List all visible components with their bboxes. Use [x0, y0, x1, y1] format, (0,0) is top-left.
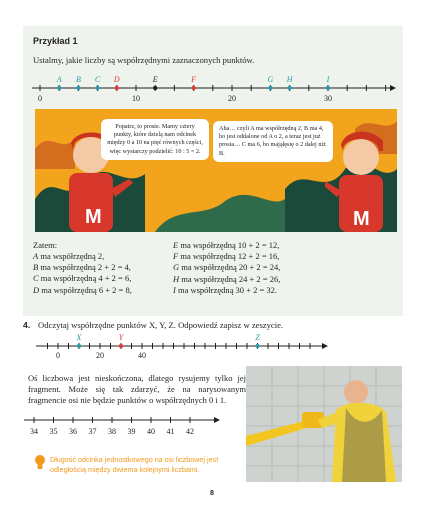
point-name: A — [33, 251, 39, 261]
right-boy — [325, 127, 397, 232]
example-task: Ustalmy, jakie liczby są współrzędnymi zaznaczonych punktów. — [33, 55, 255, 65]
point-equation: ma współrzędną 4 + 2 = 6, — [38, 273, 132, 284]
axis1-point — [153, 86, 157, 90]
shirt-letter-right: M — [353, 208, 370, 230]
axis3-tick-label: 41 — [166, 427, 175, 436]
axis1-point — [287, 86, 291, 90]
axis1-point-label: H — [286, 75, 293, 84]
conclusion-line — [173, 285, 280, 296]
point-equation: ma współrzędną 24 + 2 = 26, — [179, 273, 281, 284]
axis3-tick-label: 42 — [186, 427, 194, 436]
axis1-point-label: E — [152, 75, 158, 84]
right-speech-bubble: Aha… czyli A ma współrzędną 2, B ma 4, bo jest oddalone od A o 2, a teraz jest już prosta… C ma 6, bo mająłęsię o 2 dalej niż B. — [213, 121, 333, 162]
axis1-point — [95, 86, 99, 90]
axis2-tick-label: 20 — [96, 351, 104, 360]
axis3-tick-label: 39 — [127, 427, 136, 436]
axis2-tick-label: 0 — [56, 351, 60, 360]
conclusion-line — [33, 262, 132, 273]
page-number: 8 — [210, 490, 214, 497]
axis2-point-label: Y — [118, 333, 124, 342]
conclusion-line — [173, 251, 280, 262]
axis1-tick-label: 10 — [132, 94, 140, 103]
conclusion-right-list — [173, 240, 280, 296]
infinite-axis-paragraph: Oś liczbowa jest nieskończona, dlatego rysujemy tylko jej fragment. Może się tak zdarzyć, że na narysowanym fragmencie osi nie będzie punktów o współrzędnych 0 i 1. — [28, 373, 246, 405]
axis1-tick-label: 30 — [324, 94, 332, 103]
axis1-point-label: C — [94, 75, 101, 84]
axis1-point-label: A — [56, 75, 62, 84]
axis1-tick-label: 20 — [228, 94, 236, 103]
tip-text: Długość odcinka jednostkowego na osi liczbowej jest odległością między dwiema kolejnymi liczbami. — [50, 455, 219, 474]
axis2-tick-label: 40 — [138, 351, 146, 360]
number-line-1 — [28, 70, 398, 104]
example-title: Przykład 1 — [33, 36, 78, 46]
point-equation: ma współrzędną 10 + 2 = 12, — [178, 240, 280, 250]
point-name: I — [173, 284, 176, 295]
point-equation: ma współrzędną 2 + 2 = 4, — [38, 262, 131, 273]
axis1-point-label: G — [267, 75, 274, 84]
left-speech-bubble: Popatrz, to proste. Mamy cztery punkty, które dzielą nam odcinek między 0 a 10 na pięć równych części, więc wystarczy podzielić: 10 : 5 = 2. — [101, 119, 209, 160]
axis1-point-label: F — [191, 75, 197, 84]
axis3-tick-label: 34 — [30, 427, 38, 436]
conclusion-line — [173, 262, 280, 273]
axis1-point-label: I — [326, 75, 330, 84]
axis3-tick-label: 38 — [108, 427, 116, 436]
point-equation: ma współrzędną 20 + 2 = 24, — [179, 262, 281, 273]
number-line-2 — [32, 330, 332, 360]
conclusion-line — [33, 273, 132, 284]
lightbulb-icon — [34, 454, 46, 472]
axis1-point-label: D — [113, 75, 120, 84]
exercise-number: 4. — [23, 320, 31, 330]
point-name: G — [173, 262, 180, 273]
point-name: E — [173, 240, 179, 250]
point-equation: ma współrzędną 2, — [38, 251, 105, 261]
point-name: D — [33, 284, 40, 295]
axis1-tick-label: 0 — [38, 94, 42, 103]
axis2-point-label: Z — [255, 333, 260, 342]
point-name: C — [33, 273, 39, 284]
conclusion-line — [173, 240, 280, 251]
axis1-point — [326, 86, 330, 90]
axis2-point — [255, 344, 259, 348]
worker-measuring-photo — [246, 366, 402, 482]
conclusion-line — [173, 274, 280, 285]
axis1-point — [57, 86, 61, 90]
axis1-point — [76, 86, 80, 90]
conclusion-left-list — [33, 251, 132, 296]
point-equation: ma współrzędną 6 + 2 = 8, — [39, 284, 132, 295]
axis3-tick-label: 36 — [69, 427, 77, 436]
point-equation: ma współrzędną 12 + 2 = 16, — [178, 251, 280, 262]
point-equation: ma współrzędną 30 + 2 = 32. — [175, 284, 278, 295]
boys-dialog-illustration — [35, 109, 397, 232]
conclusion-line — [33, 285, 132, 296]
conclusion-line — [33, 251, 132, 262]
conclusion-heading: Zatem: — [33, 240, 58, 250]
axis2-point — [77, 344, 81, 348]
axis1-point — [115, 86, 119, 90]
axis3-tick-label: 35 — [49, 427, 58, 436]
number-line-3 — [22, 412, 222, 442]
axis2-point-label: X — [76, 333, 82, 342]
axis3-tick-label: 37 — [88, 427, 97, 436]
axis3-tick-label: 40 — [147, 427, 155, 436]
exercise-text: Odczytaj współrzędne punktów X, Y, Z. Odpowiedź zapisz w zeszycie. — [38, 320, 284, 330]
axis1-point — [268, 86, 272, 90]
point-name: B — [33, 262, 39, 273]
axis2-point — [119, 344, 123, 348]
shirt-letter-left: M — [85, 206, 102, 228]
point-name: F — [173, 251, 179, 262]
axis1-point-label: B — [75, 75, 81, 84]
point-name: H — [173, 273, 180, 284]
axis1-point — [191, 86, 195, 90]
